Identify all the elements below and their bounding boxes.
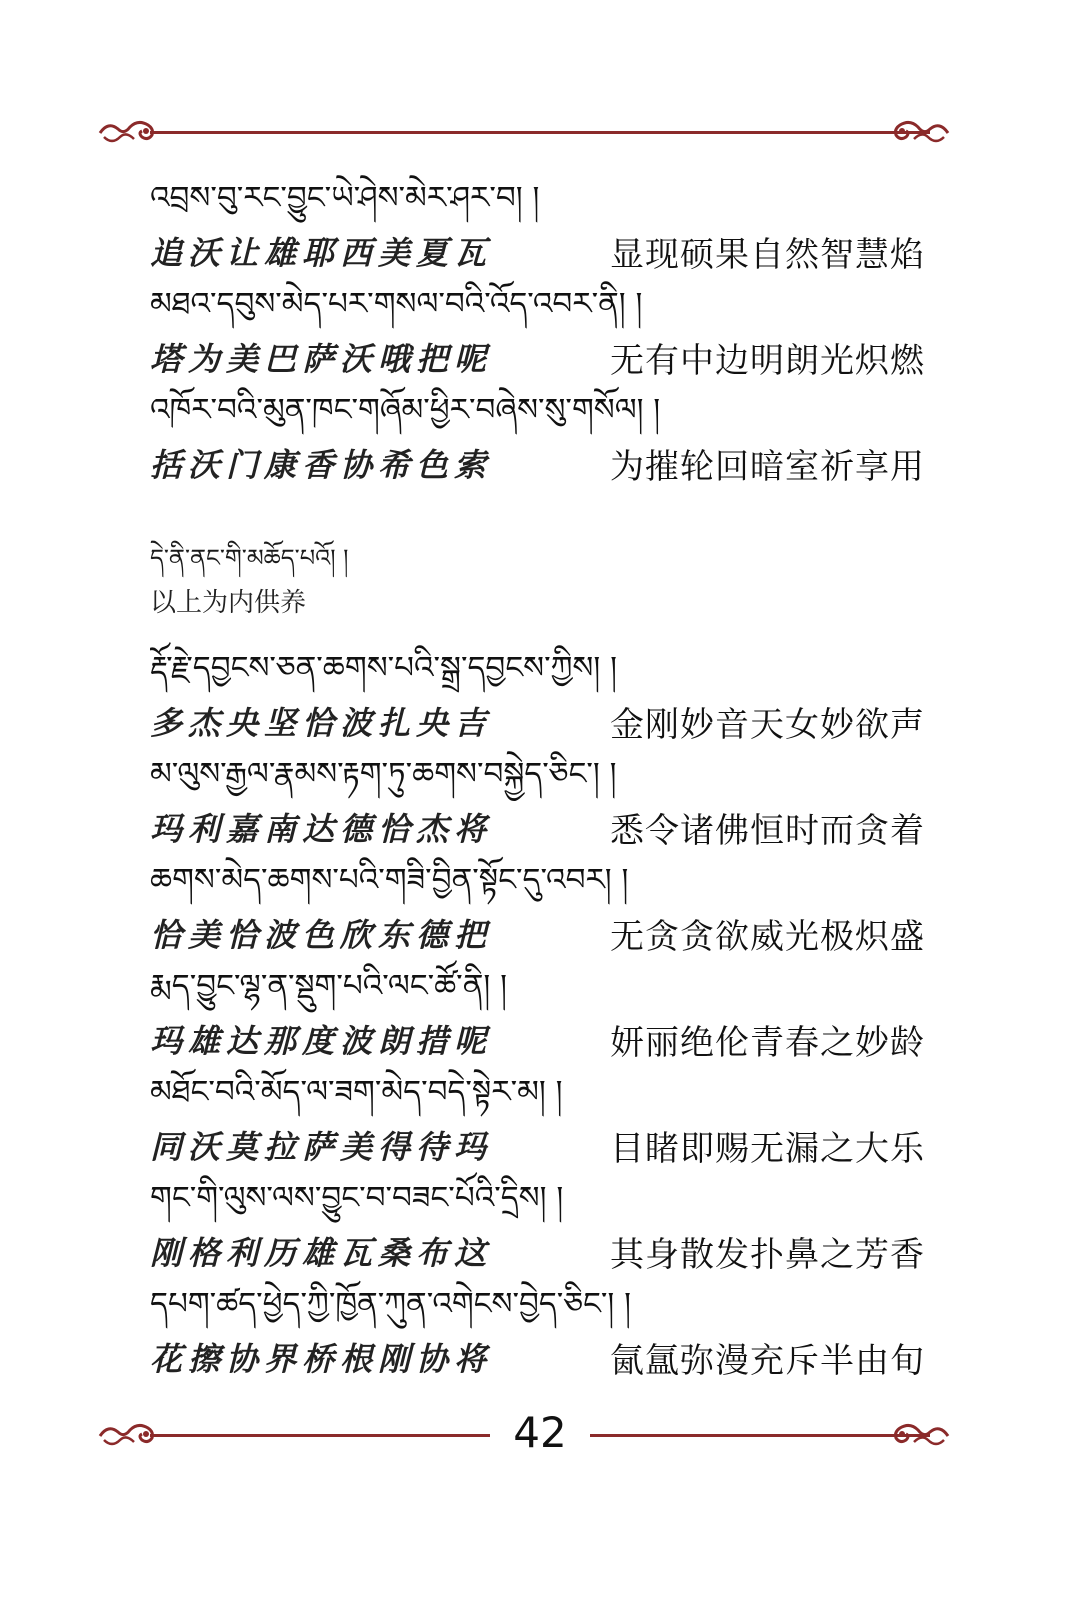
translation-line (150, 802, 930, 852)
top-right-ornament-icon (892, 117, 950, 147)
verse-block (150, 1064, 930, 1170)
translation-line (150, 1014, 930, 1064)
transliteration-text: 玛雄达那度波朗措呢 (150, 1022, 493, 1060)
verse-block (150, 170, 930, 276)
verse-block (150, 1170, 930, 1276)
bottom-left-ornament-icon (98, 1420, 156, 1450)
transliteration-text: 追沃让雄耶西美夏瓦 (150, 234, 493, 272)
tibetan-line: དཔག་ཚད་ཕྱེད་ཀྱི་ཁྱོན་ཀུན་འགེངས་བྱེད་ཅིང་། ། (150, 1286, 632, 1322)
chinese-translation-text: 显现硕果自然智慧焰 (610, 234, 925, 275)
section-heading-chinese: 以上为内供养 (150, 588, 307, 618)
verse-block (150, 746, 930, 852)
chinese-translation-text: 无有中边明朗光炽燃 (610, 340, 925, 381)
chinese-translation-text: 悉令诸佛恒时而贪着 (610, 810, 925, 851)
tibetan-line: གང་གི་ལུས་ལས་བྱུང་བ་བཟང་པོའི་དྲིས། ། (150, 1180, 564, 1216)
bottom-right-ornament-icon (892, 1420, 950, 1450)
tibetan-line: འཁོར་བའི་མུན་ཁང་གཞོམ་ཕྱིར་བཞེས་སུ་གསོལ། ། (150, 392, 661, 428)
translation-line (150, 438, 930, 488)
translation-line (150, 1120, 930, 1170)
tibetan-line: རྡོ་རྗེ་དབྱངས་ཅན་ཆགས་པའི་སྒྲ་དབྱངས་ཀྱིས། ། (150, 650, 617, 686)
page-content (150, 170, 930, 1382)
section-heading-tibetan: དེ་ནི་ནང་གི་མཆོད་པའོ། ། (150, 544, 349, 572)
page-number: 42 (490, 1408, 590, 1458)
translation-line (150, 332, 930, 382)
translation-line (150, 1332, 930, 1382)
chinese-translation-text: 为摧轮回暗室祈享用 (610, 446, 925, 487)
chinese-translation-text: 金刚妙音天女妙欲声 (610, 704, 925, 745)
tibetan-line: རྨད་བྱུང་ལྷ་ན་སྡུག་པའི་ལང་ཚོ་ནི། ། (150, 968, 507, 1004)
transliteration-text: 恰美恰波色欣东德把 (150, 916, 493, 954)
translation-line (150, 226, 930, 276)
chinese-translation-text: 妍丽绝伦青春之妙龄 (610, 1022, 925, 1063)
verse-block (150, 382, 930, 488)
transliteration-text: 花擦协界桥根刚协将 (150, 1340, 493, 1378)
transliteration-text: 刚格利历雄瓦桑布这 (150, 1234, 493, 1272)
chinese-translation-text: 目睹即赐无漏之大乐 (610, 1128, 925, 1169)
chinese-translation-text: 其身散发扑鼻之芳香 (610, 1234, 925, 1275)
translation-line (150, 1226, 930, 1276)
tibetan-line: མཐོང་བའི་མོད་ལ་ཟག་མེད་བདེ་སྟེར་མ། ། (150, 1074, 563, 1110)
tibetan-line: ཆགས་མེད་ཆགས་པའི་གཟི་བྱིན་སྟོང་དུ་འབར། ། (150, 862, 629, 898)
verse-block (150, 640, 930, 746)
verse-block (150, 276, 930, 382)
top-divider-line (150, 131, 930, 134)
verse-block (150, 852, 930, 958)
tibetan-line: མ་ལུས་རྒྱལ་རྣམས་རྟག་ཏུ་ཆགས་བསྐྱེད་ཅིང་། ། (150, 756, 617, 792)
translation-line (150, 908, 930, 958)
translation-line (150, 696, 930, 746)
transliteration-text: 括沃门康香协希色索 (150, 446, 493, 484)
tibetan-line: འབྲས་བུ་རང་བྱུང་ཡེ་ཤེས་མེར་ཤར་བ། ། (150, 180, 540, 216)
verse-block (150, 958, 930, 1064)
section-spacer (150, 488, 930, 536)
transliteration-text: 多杰央坚恰波扎央吉 (150, 704, 493, 742)
transliteration-text: 塔为美巴萨沃哦把呢 (150, 340, 493, 378)
chinese-translation-text: 无贪贪欲威光极炽盛 (610, 916, 925, 957)
transliteration-text: 同沃莫拉萨美得待玛 (150, 1128, 493, 1166)
verse-block (150, 1276, 930, 1382)
top-left-ornament-icon (98, 117, 156, 147)
chinese-translation-text: 氤氲弥漫充斥半由旬 (610, 1340, 925, 1381)
tibetan-line: མཐའ་དབུས་མེད་པར་གསལ་བའི་འོད་འབར་ནི། ། (150, 286, 643, 322)
transliteration-text: 玛利嘉南达德恰杰将 (150, 810, 493, 848)
